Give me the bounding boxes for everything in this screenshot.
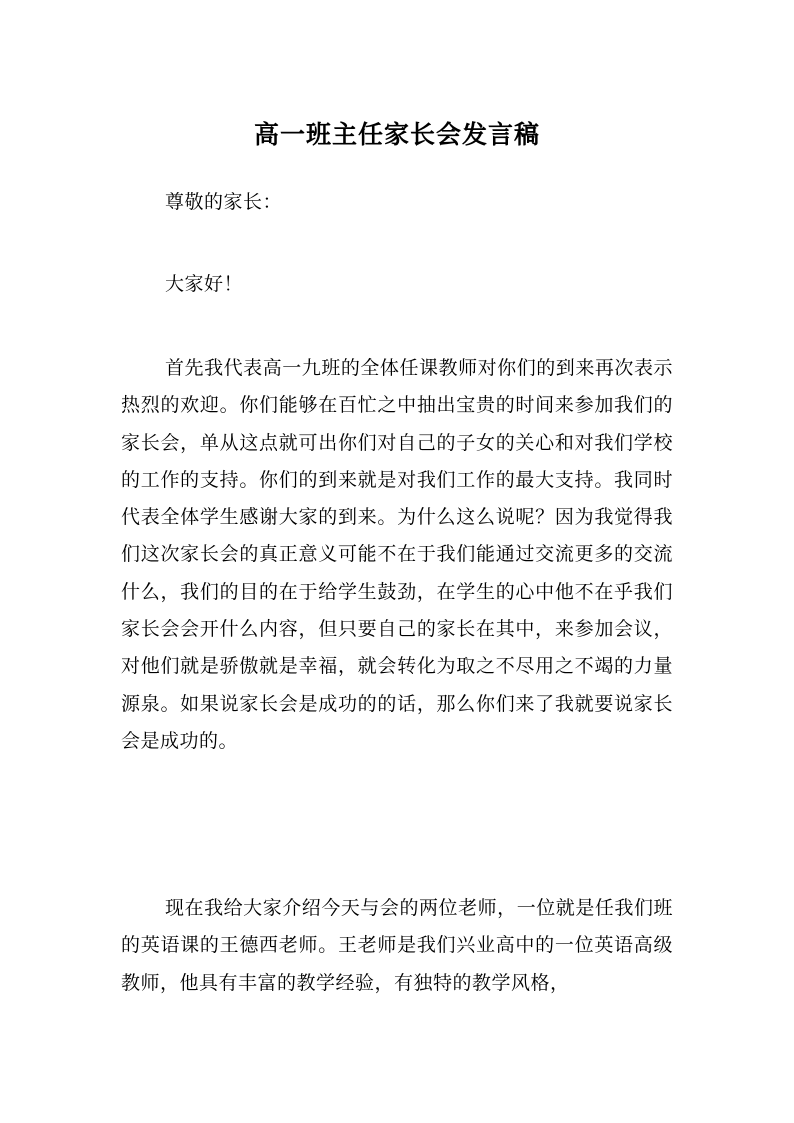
body-paragraph-welcome: 首先我代表高一九班的全体任课教师对你们的到来再次表示热烈的欢迎。你们能够在百忙之中抽出宝贵的时间来参加我们的家长会，单从这点就可出你们对自己的子女的关心和对我们学校的工作的支持。你们的到来就是对我们工作的最大支持。我同时代表全体学生感谢大家的到来。为什么这么说呢？因为我觉得我们这次家长会的真正意义可能不在于我们能通过交流更多的交流什么，我们的目的在于给学生鼓劲，在学生的心中他不在乎我们家长会会开什么内容，但只要自己的家长在其中，来参加会议，对他们就是骄傲就是幸福，就会转化为取之不尽用之不竭的力量源泉。如果说家长会是成功的的话，那么你们来了我就要说家长会是成功的。 (121, 357, 673, 752)
salutation-paragraph: 尊敬的家长： (165, 191, 283, 213)
body-paragraph-teachers: 现在我给大家介绍今天与会的两位老师，一位就是任我们班的英语课的王德西老师。王老师是我们兴业高中的一位英语高级教师，他具有丰富的教学经验，有独特的教学风格， (121, 897, 673, 994)
greeting-paragraph: 大家好！ (165, 273, 244, 295)
document-title: 高一班主任家长会发言稿 (253, 119, 540, 149)
